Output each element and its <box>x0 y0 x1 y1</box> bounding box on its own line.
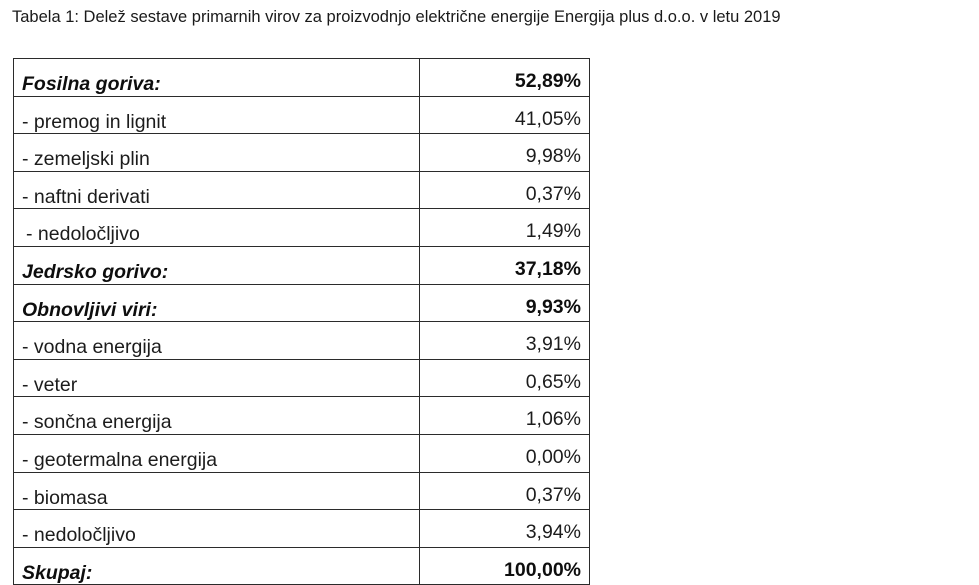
row-value: 0,37% <box>420 472 590 510</box>
table-row-renewables <box>14 284 590 322</box>
row-value: 1,49% <box>420 209 590 247</box>
row-label: - sončna energija <box>14 397 420 435</box>
table-row-solar <box>14 397 590 435</box>
row-value: 41,05% <box>420 96 590 134</box>
table-row-hydro <box>14 322 590 360</box>
row-label: Jedrsko gorivo: <box>14 246 420 284</box>
row-label: - nedoločljivo <box>14 510 420 548</box>
row-value: 9,93% <box>420 284 590 322</box>
energy-source-table <box>13 58 590 585</box>
table-row-renewables-undetermined <box>14 510 590 548</box>
table-row-biomass <box>14 472 590 510</box>
table-row-oil-derivatives <box>14 171 590 209</box>
table-row-nuclear-fuel <box>14 246 590 284</box>
row-label: - veter <box>14 359 420 397</box>
table-row-geothermal <box>14 434 590 472</box>
row-label: - premog in lignit <box>14 96 420 134</box>
row-value: 3,91% <box>420 322 590 360</box>
table-caption: Tabela 1: Delež sestave primarnih virov za proizvodnjo električne energije Energija plus d.o.o. v letu 2019 <box>12 8 781 26</box>
table-row-fossil-undetermined <box>14 209 590 247</box>
table-row-fossil-fuels <box>14 59 590 97</box>
table-row-wind <box>14 359 590 397</box>
row-value: 0,65% <box>420 359 590 397</box>
row-label: - naftni derivati <box>14 171 420 209</box>
row-label: Obnovljivi viri: <box>14 284 420 322</box>
table-row-total <box>14 547 590 585</box>
table-row-natural-gas <box>14 134 590 172</box>
row-value: 0,00% <box>420 434 590 472</box>
row-value: 1,06% <box>420 397 590 435</box>
row-value: 100,00% <box>420 547 590 585</box>
row-label: - geotermalna energija <box>14 434 420 472</box>
row-value: 0,37% <box>420 171 590 209</box>
row-value: 9,98% <box>420 134 590 172</box>
row-label: - nedoločljivo <box>14 209 420 247</box>
row-label: - vodna energija <box>14 322 420 360</box>
row-value: 52,89% <box>420 59 590 97</box>
row-label: Skupaj: <box>14 547 420 585</box>
row-value: 3,94% <box>420 510 590 548</box>
row-label: - biomasa <box>14 472 420 510</box>
row-label: Fosilna goriva: <box>14 59 420 97</box>
row-value: 37,18% <box>420 246 590 284</box>
row-label: - zemeljski plin <box>14 134 420 172</box>
table-row-coal-lignite <box>14 96 590 134</box>
